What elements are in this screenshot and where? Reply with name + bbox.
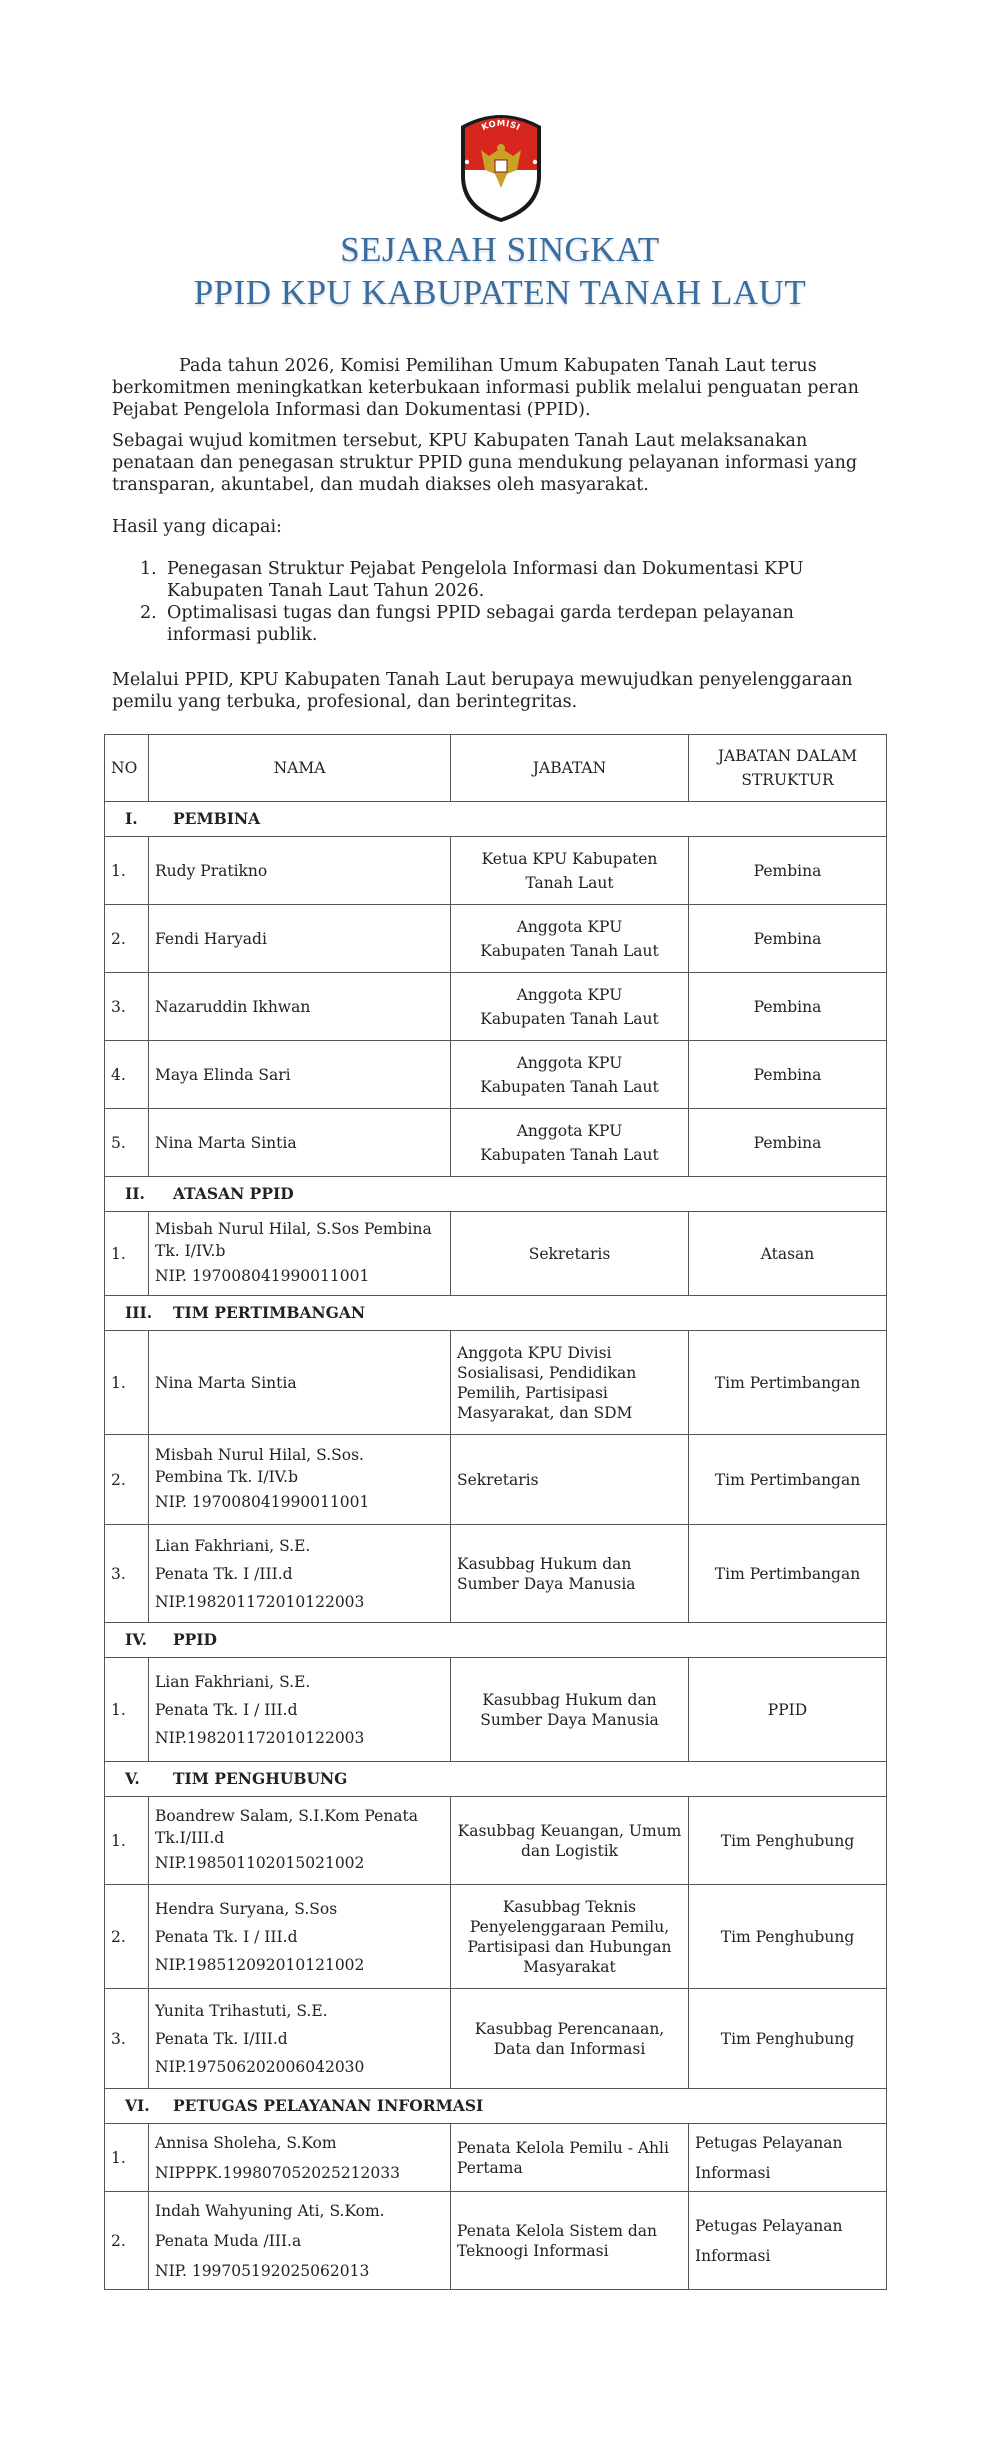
section-roman-numeral: VI. <box>125 2096 150 2115</box>
cell-nama-line: Penata Tk. I /III.d <box>155 1564 293 1583</box>
cell-jabatan-struktur-line: Petugas Pelayanan <box>695 2216 843 2235</box>
cell-jabatan-line: Kabupaten Tanah Laut <box>480 1009 659 1028</box>
cell-nama-line: Hendra Suryana, S.Sos <box>155 1899 338 1918</box>
cell-nama <box>149 1041 451 1109</box>
list-item-text: Penegasan Struktur Pejabat Pengelola Informasi dan Dokumentasi KPU Kabupaten Tanah Laut Tahun 2026. <box>167 559 804 601</box>
cell-jabatan-line: Anggota KPU Divisi <box>457 1343 612 1362</box>
cell-no: 3. <box>105 1989 149 2089</box>
cell-no: 4. <box>105 1041 149 1109</box>
cell-nama-line: Boandrew Salam, S.I.Kom Penata <box>155 1806 419 1825</box>
cell-no: 2. <box>105 1435 149 1525</box>
cell-nama-line: Maya Elinda Sari <box>155 1065 291 1084</box>
cell-nama-line: Nina Marta Sintia <box>155 1373 297 1392</box>
results-heading: Hasil yang dicapai: <box>112 517 282 537</box>
cell-no: 2. <box>105 905 149 973</box>
header-jabatan-struktur-line-1: JABATAN DALAM <box>717 747 858 765</box>
results-list <box>140 558 880 646</box>
cell-nama <box>149 1658 451 1762</box>
cell-jabatan-struktur-line: Tim Penghubung <box>720 1831 855 1850</box>
cell-jabatan-line: Partisipasi dan Hubungan <box>467 1937 672 1956</box>
cell-jabatan <box>451 973 689 1041</box>
cell-jabatan <box>451 1989 689 2089</box>
cell-jabatan-struktur <box>689 1658 887 1762</box>
list-item-text: Optimalisasi tugas dan fungsi PPID sebagai garda terdepan pelayanan informasi publik. <box>167 603 794 645</box>
cell-jabatan-line: Kasubbag Teknis <box>502 1897 637 1916</box>
section-header-row <box>105 2089 887 2124</box>
cell-jabatan-struktur <box>689 1435 887 1525</box>
section-title: TIM PERTIMBANGAN <box>173 1303 366 1322</box>
table-row <box>105 1658 887 1762</box>
cell-jabatan-struktur-line: Pembina <box>753 1133 822 1152</box>
cell-nama-line: NIP.197506202006042030 <box>155 2057 365 2076</box>
page-title-line-1: SEJARAH SINGKAT <box>340 230 660 269</box>
cell-nama <box>149 1525 451 1623</box>
cell-jabatan <box>451 1797 689 1885</box>
list-item-number: 1. <box>140 559 157 579</box>
cell-jabatan-struktur-line: Tim Pertimbangan <box>714 1470 861 1489</box>
list-item-number: 2. <box>140 603 157 623</box>
cell-jabatan <box>451 905 689 973</box>
cell-no: 1. <box>105 1331 149 1435</box>
svg-text:KOMISI: KOMISI <box>480 118 522 134</box>
cell-jabatan-struktur-line: Pembina <box>753 861 822 880</box>
cell-jabatan-struktur <box>689 1041 887 1109</box>
cell-jabatan-struktur <box>689 1525 887 1623</box>
section-roman-numeral: IV. <box>125 1630 147 1649</box>
cell-nama-line: NIP. 197008041990011001 <box>155 1492 370 1511</box>
cell-nama-line: Penata Muda /III.a <box>155 2231 302 2250</box>
cell-nama-line: Lian Fakhriani, S.E. <box>155 1536 311 1555</box>
cell-jabatan-line: Penata Kelola Pemilu - Ahli <box>457 2138 669 2157</box>
cell-jabatan <box>451 1212 689 1296</box>
cell-nama-line: Annisa Sholeha, S.Kom <box>155 2133 337 2152</box>
cell-no: 1. <box>105 2124 149 2192</box>
cell-nama <box>149 905 451 973</box>
cell-jabatan-line: Ketua KPU Kabupaten <box>481 849 658 868</box>
cell-jabatan-struktur-line: PPID <box>767 1700 808 1719</box>
cell-no: 1. <box>105 1212 149 1296</box>
intro-paragraph: Pada tahun 2026, Komisi Pemilihan Umum Kabupaten Tanah Laut terus berkomitmen meningkatkan keterbukaan informasi publik melalui penguatan peran Pejabat Pengelola Informasi dan Dokumentasi (PPID). <box>112 356 859 420</box>
cell-nama-line: NIP.198201172010122003 <box>155 1592 365 1611</box>
cell-jabatan-line: Anggota KPU <box>516 917 623 936</box>
cell-jabatan <box>451 837 689 905</box>
cell-nama-line: Lian Fakhriani, S.E. <box>155 1672 311 1691</box>
cell-jabatan-struktur <box>689 2124 887 2192</box>
cell-jabatan-line: Anggota KPU <box>516 1121 623 1140</box>
cell-nama-line: Yunita Trihastuti, S.E. <box>155 2001 328 2020</box>
cell-jabatan-struktur-line: Tim Penghubung <box>720 2029 855 2048</box>
cell-jabatan-struktur <box>689 837 887 905</box>
cell-jabatan-line: dan Logistik <box>520 1841 619 1860</box>
cell-jabatan-line: Kasubbag Hukum dan <box>482 1690 657 1709</box>
section-header-row <box>105 802 887 837</box>
section-title: PEMBINA <box>173 809 261 828</box>
cell-jabatan-line: Sekretaris <box>528 1244 611 1263</box>
header-jabatan: JABATAN <box>451 735 689 802</box>
cell-jabatan <box>451 1331 689 1435</box>
cell-jabatan-line: Kabupaten Tanah Laut <box>480 1145 659 1164</box>
cell-nama-line: NIP.198201172010122003 <box>155 1728 365 1747</box>
table-row <box>105 1435 887 1525</box>
section-header <box>105 1762 887 1797</box>
cell-nama-line: Indah Wahyuning Ati, S.Kom. <box>155 2201 385 2220</box>
cell-nama-line: Nazaruddin Ikhwan <box>155 997 311 1016</box>
section-title: PPID <box>173 1630 218 1649</box>
cell-jabatan-line: Sumber Daya Manusia <box>480 1710 659 1729</box>
cell-jabatan-line: Penyelenggaraan Pemilu, <box>469 1917 670 1936</box>
section-header <box>105 1177 887 1212</box>
table-row <box>105 905 887 973</box>
header-jabatan-struktur-line-2: STRUKTUR <box>741 771 834 789</box>
header-no: NO <box>105 735 149 802</box>
cell-nama-line: Tk. I/IV.b <box>155 1241 226 1260</box>
cell-jabatan-line: Masyarakat <box>523 1957 616 1976</box>
section-roman-numeral: I. <box>125 809 138 828</box>
cell-nama-line: NIPPPK.199807052025212033 <box>155 2163 400 2182</box>
cell-jabatan-struktur <box>689 1885 887 1989</box>
cell-nama-line: Penata Tk. I/III.d <box>155 2029 288 2048</box>
cell-jabatan <box>451 1525 689 1623</box>
cell-jabatan <box>451 2124 689 2192</box>
table-row <box>105 1331 887 1435</box>
header-jabatan-struktur <box>689 735 887 802</box>
cell-jabatan-line: Tanah Laut <box>525 873 614 892</box>
table-row <box>105 973 887 1041</box>
cell-jabatan-struktur-line: Pembina <box>753 1065 822 1084</box>
kpu-logo <box>455 110 547 222</box>
section-roman-numeral: V. <box>125 1769 140 1788</box>
header-nama: NAMA <box>149 735 451 802</box>
section-header-row <box>105 1623 887 1658</box>
cell-nama-line: Misbah Nurul Hilal, S.Sos. <box>155 1445 364 1464</box>
cell-nama <box>149 1989 451 2089</box>
cell-jabatan-line: Sekretaris <box>457 1470 539 1489</box>
cell-jabatan-line: Kasubbag Perencanaan, <box>474 2019 665 2038</box>
cell-jabatan-line: Kabupaten Tanah Laut <box>480 941 659 960</box>
section-header <box>105 802 887 837</box>
section-header <box>105 2089 887 2124</box>
cell-nama-line: Nina Marta Sintia <box>155 1133 297 1152</box>
cell-jabatan-line: Pemilih, Partisipasi <box>457 1383 608 1402</box>
table-row <box>105 2124 887 2192</box>
cell-jabatan-line: Sosialisasi, Pendidikan <box>457 1363 637 1382</box>
cell-jabatan-struktur-line: Tim Pertimbangan <box>714 1373 861 1392</box>
cell-jabatan-struktur-line: Tim Pertimbangan <box>714 1564 861 1583</box>
cell-jabatan <box>451 1435 689 1525</box>
table-row <box>105 837 887 905</box>
section-header <box>105 1296 887 1331</box>
cell-nama-line: NIP.198512092010121002 <box>155 1955 365 1974</box>
cell-no: 3. <box>105 973 149 1041</box>
cell-nama-line: Misbah Nurul Hilal, S.Sos Pembina <box>155 1219 432 1238</box>
cell-nama <box>149 837 451 905</box>
cell-jabatan <box>451 1885 689 1989</box>
svg-text:PEMILIHAN UMUM: PEMILIHAN UMUM <box>469 183 533 215</box>
cell-jabatan-line: Masyarakat, dan SDM <box>457 1403 633 1422</box>
cell-jabatan-struktur-line: Pembina <box>753 997 822 1016</box>
cell-jabatan-struktur <box>689 1331 887 1435</box>
cell-jabatan <box>451 1109 689 1177</box>
cell-nama-line: Penata Tk. I / III.d <box>155 1700 298 1719</box>
cell-jabatan-struktur-line: Pembina <box>753 929 822 948</box>
cell-jabatan-line: Anggota KPU <box>516 985 623 1004</box>
cell-jabatan-struktur-line: Informasi <box>695 2163 771 2182</box>
table-header-row <box>105 735 887 802</box>
cell-jabatan-line: Sumber Daya Manusia <box>457 1574 636 1593</box>
cell-jabatan-struktur <box>689 973 887 1041</box>
cell-jabatan-struktur-line: Informasi <box>695 2246 771 2265</box>
section-roman-numeral: II. <box>125 1184 145 1203</box>
cell-jabatan-line: Kabupaten Tanah Laut <box>480 1077 659 1096</box>
cell-jabatan-line: Kasubbag Keuangan, Umum <box>457 1821 682 1840</box>
table-row <box>105 1212 887 1296</box>
cell-jabatan-struktur <box>689 1797 887 1885</box>
cell-nama-line: NIP.198501102015021002 <box>155 1853 365 1872</box>
cell-no: 3. <box>105 1525 149 1623</box>
table-row <box>105 1989 887 2089</box>
cell-jabatan-struktur-line: Atasan <box>760 1244 815 1263</box>
cell-nama-line: Pembina Tk. I/IV.b <box>155 1467 299 1486</box>
cell-jabatan <box>451 1041 689 1109</box>
cell-jabatan-line: Penata Kelola Sistem dan <box>457 2221 657 2240</box>
table-row <box>105 2192 887 2290</box>
ppid-structure-table <box>104 734 887 2290</box>
cell-no: 5. <box>105 1109 149 1177</box>
cell-nama <box>149 2192 451 2290</box>
cell-jabatan-line: Kasubbag Hukum dan <box>457 1554 632 1573</box>
cell-nama-line: Fendi Haryadi <box>155 929 267 948</box>
table-row <box>105 1797 887 1885</box>
cell-jabatan-struktur-line: Petugas Pelayanan <box>695 2133 843 2152</box>
cell-jabatan-struktur <box>689 1989 887 2089</box>
list-item <box>140 602 880 646</box>
list-item <box>140 558 880 602</box>
cell-no: 1. <box>105 1797 149 1885</box>
cell-nama-line: Penata Tk. I / III.d <box>155 1927 298 1946</box>
cell-nama <box>149 973 451 1041</box>
section-header-row <box>105 1177 887 1212</box>
cell-jabatan-line: Teknoogi Informasi <box>457 2241 609 2260</box>
cell-nama <box>149 2124 451 2192</box>
cell-jabatan-struktur <box>689 1109 887 1177</box>
section-header <box>105 1623 887 1658</box>
table-row <box>105 1041 887 1109</box>
cell-nama <box>149 1797 451 1885</box>
table-row <box>105 1109 887 1177</box>
cell-jabatan-line: Data dan Informasi <box>493 2039 646 2058</box>
section-title: TIM PENGHUBUNG <box>173 1769 348 1788</box>
cell-jabatan-struktur-line: Tim Penghubung <box>720 1927 855 1946</box>
cell-nama <box>149 1109 451 1177</box>
cell-no: 1. <box>105 1658 149 1762</box>
commitment-paragraph: Sebagai wujud komitmen tersebut, KPU Kabupaten Tanah Laut melaksanakan penataan dan penegasan struktur PPID guna mendukung pelayanan informasi yang transparan, akuntabel, dan mudah diakses oleh masyarakat. <box>112 431 858 495</box>
cell-jabatan-line: Anggota KPU <box>516 1053 623 1072</box>
cell-nama <box>149 1435 451 1525</box>
cell-nama-line: Tk.I/III.d <box>155 1828 225 1847</box>
cell-jabatan-struktur <box>689 2192 887 2290</box>
cell-jabatan <box>451 1658 689 1762</box>
cell-nama <box>149 1331 451 1435</box>
cell-no: 2. <box>105 2192 149 2290</box>
cell-jabatan <box>451 2192 689 2290</box>
section-header-row <box>105 1762 887 1797</box>
closing-paragraph: Melalui PPID, KPU Kabupaten Tanah Laut berupaya mewujudkan penyelenggaraan pemilu yang terbuka, profesional, dan berintegritas. <box>112 670 853 712</box>
cell-jabatan-struktur <box>689 905 887 973</box>
cell-nama-line: NIP. 197008041990011001 <box>155 1266 370 1285</box>
section-title: ATASAN PPID <box>173 1184 294 1203</box>
cell-no: 1. <box>105 837 149 905</box>
cell-jabatan-line: Pertama <box>457 2158 523 2177</box>
table-row <box>105 1885 887 1989</box>
page-title-line-2: PPID KPU KABUPATEN TANAH LAUT <box>193 273 807 312</box>
table-row <box>105 1525 887 1623</box>
cell-nama-line: NIP. 199705192025062013 <box>155 2261 370 2280</box>
cell-no: 2. <box>105 1885 149 1989</box>
cell-jabatan-struktur <box>689 1212 887 1296</box>
section-title: PETUGAS PELAYANAN INFORMASI <box>173 2096 484 2115</box>
cell-nama <box>149 1885 451 1989</box>
section-header-row <box>105 1296 887 1331</box>
cell-nama-line: Rudy Pratikno <box>155 861 268 880</box>
cell-nama <box>149 1212 451 1296</box>
section-roman-numeral: III. <box>125 1303 153 1322</box>
